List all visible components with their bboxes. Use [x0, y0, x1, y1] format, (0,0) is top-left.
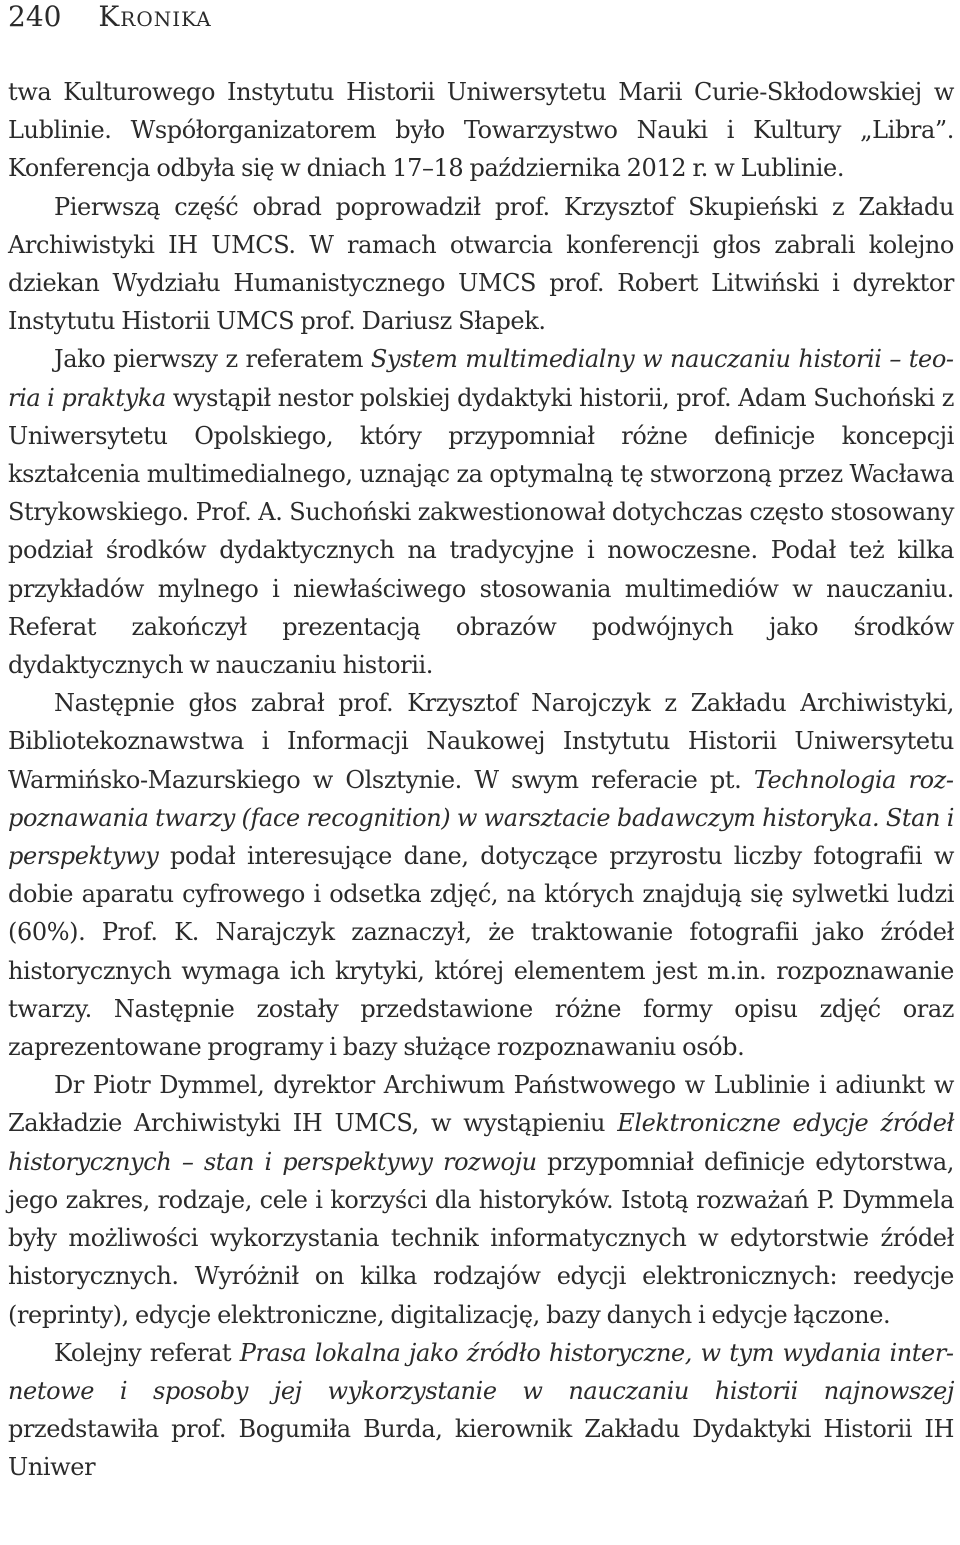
text-run: przypomniał definicje edytorstwa, jego zakres, rodzaje, cele i korzyści dla historyków. Istotą rozważań P. Dymmela były możliwości wykorzystania technik informatycznych w edytorstwie źródeł historycznych. Wyróżnił on kilka rodzajów edycji elektronicznych: reedycje (reprinty), edycje elektroniczne, digitalizację, bazy danych i edycje łączone. [8, 1147, 954, 1329]
referat-title: Technologia rozpoznawania twarzy (face recognition) w warsztacie badawczym historyka. Stan i perspektywy [8, 765, 954, 871]
text-run: wystąpił nestor polskiej dydaktyki historii, prof. Adam Suchoński z Uniwersytetu Opolskiego, który przypomniał różne definicje koncepcji kształcenia multimedialnego, uznając za optymalną tę stworzoną przez Wacława Strykowskiego. Prof. A. Suchoński zakwestionował dotychczas często stosowany podział środków dydaktycznych na tradycyjne i nowoczesne. Podał też kilka przykładów mylnego i niewłaściwego stosowania multimediów w nauczaniu. Referat zakończył prezentacją obrazów podwójnych jako środków dydaktycznych w nauczaniu historii. [8, 383, 954, 680]
referat-title: System multimedialny w nauczaniu historii – teoria i praktyka [8, 345, 955, 412]
text-run: przedstawiła prof. Bogumiła Burda, kierownik Zakładu Dydaktyki Historii IH Uniwer [8, 1415, 954, 1482]
paragraph-6 [8, 1334, 954, 1487]
referat-title: Prasa lokalna jako źródło historyczne, w tym wydania internetowe i sposoby jej wykorzystanie w nauczaniu historii najnowszej [8, 1338, 955, 1405]
running-head [8, 0, 212, 34]
paragraph-2 [8, 188, 954, 341]
paragraph-3 [8, 340, 954, 684]
referat-title: Elektroniczne edycje źródeł historycznych – stan i perspektywy rozwoju [8, 1109, 954, 1176]
text-run: podał interesujące dane, dotyczące przyrostu liczby fotografii w dobie aparatu cyfrowego i odsetka zdjęć, na których znajdują się sylwetki ludzi (60%). Prof. K. Narajczyk zaznaczył, że traktowanie fotografii jako źródeł historycznych wymaga ich krytyki, której elementem jest m.in. rozpoznawanie twarzy. Następnie zostały przedstawione różne formy opisu zdjęć oraz zaprezentowane programy i bazy służące rozpoznawaniu osób. [8, 842, 954, 1062]
text-run: Pierwszą część obrad poprowadził prof. Krzysztof Skupieński z Zakładu Archiwistyki IH UMCS. W ramach otwarcia konferencji głos zabrali kolejno dziekan Wydziału Humanistycznego UMCS prof. Robert Litwiński i dyrektor Instytutu Historii UMCS prof. Dariusz Słapek. [8, 192, 954, 336]
page-number: 240 [8, 0, 62, 33]
text-run: Kolejny referat [54, 1338, 240, 1367]
text-run: Dr Piotr Dymmel, dyrektor Archiwum Państwowego w Lublinie i adiunkt w Zakładzie Archiwistyki IH UMCS, w wystąpieniu [8, 1071, 954, 1138]
text-run: Jako pierwszy z referatem [54, 345, 371, 374]
paragraph-4 [8, 684, 954, 1066]
paragraph-1 [8, 73, 954, 188]
text-run: twa Kulturowego Instytutu Historii Uniwersytetu Marii Curie-Skłodowskiej w Lublinie. Współorganizatorem było Towarzystwo Nauki i Kultury „Libra”. Konferencja odbyła się w dniach 17–18 października 2012 r. w Lublinie. [8, 78, 954, 183]
section-title: Kronika [98, 0, 212, 33]
paragraph-5 [8, 1066, 954, 1333]
article-body [8, 73, 954, 1487]
text-run: Następnie głos zabrał prof. Krzysztof Narojczyk z Zakładu Archiwistyki, Bibliotekoznawstwa i Informacji Naukowej Instytutu Historii Uniwersytetu Warmińsko-Mazurskiego w Olsztynie. W swym referacie pt. [8, 689, 954, 794]
